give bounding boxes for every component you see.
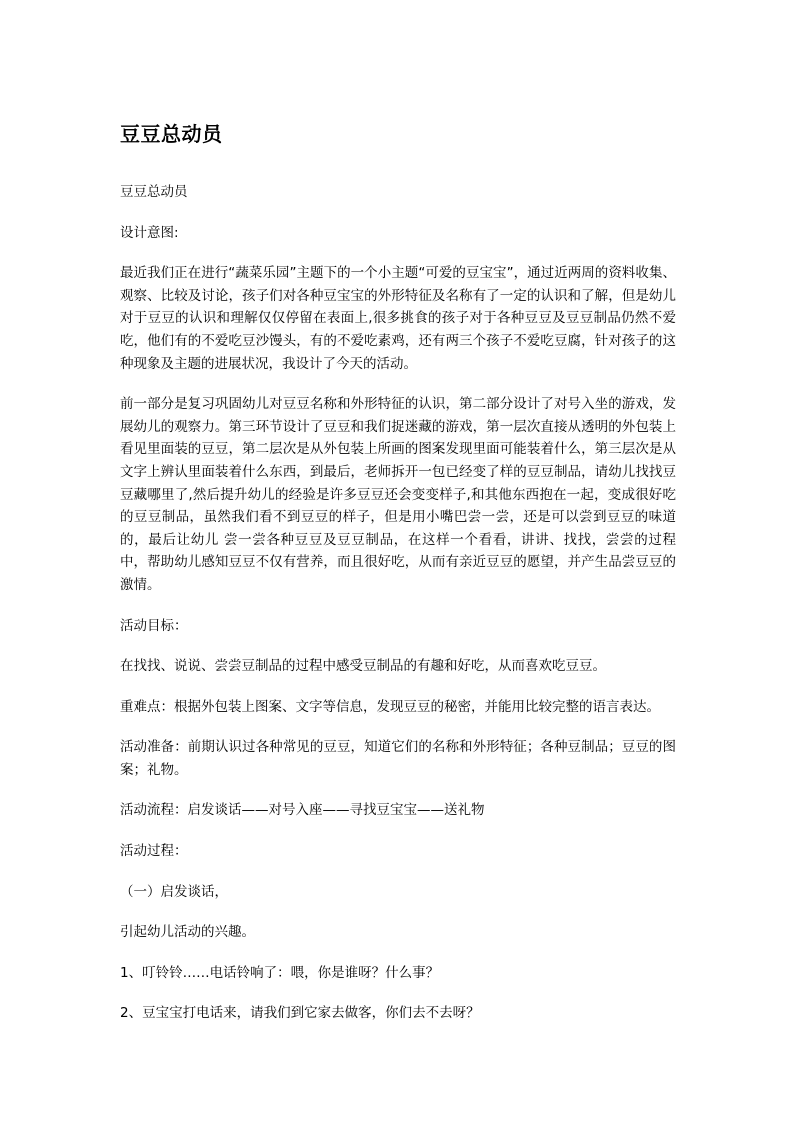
- design-intent-paragraph-2: 前一部分是复习巩固幼儿对豆豆名称和外形特征的认识，第二部分设计了对号入坐的游戏，发展幼儿的观察力。第三环节设计了豆豆和我们捉迷藏的游戏，第一层次直接从透明的外包装上看见里面装的豆豆，第二层次是从外包装上所画的图案发现里面可能装着什么，第三层次是从文字上辨认里面装着什么东西，到最后，老师拆开一包已经变了样的豆豆制品，请幼儿找找豆豆藏哪里了,然后提升幼儿的经验是许多豆豆还会变变样子,和其他东西抱在一起，变成很好吃的豆豆制品，虽然我们看不到豆豆的样子，但是用小嘴巴尝一尝，还是可以尝到豆豆的味道的，最后让幼儿 尝一尝各种豆豆及豆豆制品，在这样一个看看，讲讲、找找，尝尝的过程中，帮助幼儿感知豆豆不仅有营养，而且很好吃，从而有亲近豆豆的愿望，并产生品尝豆豆的激情。: [120, 396, 676, 593]
- step-one-item-1: 1、叮铃铃……电话铃响了：喂，你是谁呀？什么事？: [120, 964, 440, 981]
- document-title: 豆豆总动员: [120, 122, 223, 146]
- step-one-heading: （一）启发谈话，: [120, 883, 228, 900]
- activity-goal-heading: 活动目标：: [120, 617, 188, 634]
- activity-process-heading: 活动过程：: [120, 843, 188, 860]
- subtitle-paragraph: 豆豆总动员: [120, 184, 188, 200]
- design-intent-paragraph-1: 最近我们正在进行“蔬菜乐园”主题下的一个小主题“可爱的豆宝宝”，通过近两周的资料收集、观察、比较及讨论，孩子们对各种豆宝宝的外形特征及名称有了一定的认识和了解，但是幼儿对于豆豆的认识和理解仅仅停留在表面上,很多挑食的孩子对于各种豆豆及豆豆制品仍然不爱吃，他们有的不爱吃豆沙馒头，有的不爱吃素鸡，还有两三个孩子不爱吃豆腐，针对孩子的这种现象及主题的进展状况，我设计了今天的活动。: [120, 265, 676, 372]
- design-intent-heading: 设计意图:: [120, 224, 179, 241]
- key-difficulty-paragraph: 重难点：根据外包装上图案、文字等信息，发现豆豆的秘密，并能用比较完整的语言表达。: [120, 698, 660, 715]
- step-one-intro: 引起幼儿活动的兴趣。: [120, 924, 255, 941]
- activity-goal-paragraph: 在找找、说说、尝尝豆制品的过程中感受豆制品的有趣和好吃，从而喜欢吃豆豆。: [120, 658, 606, 675]
- document-body: [120, 118, 676, 1043]
- activity-flow-paragraph: 活动流程：启发谈话——对号入座——寻找豆宝宝——送礼物: [120, 802, 485, 819]
- step-one-item-2: 2、豆宝宝打电话来，请我们到它家去做客，你们去不去呀？: [120, 1005, 480, 1022]
- activity-preparation-paragraph: 活动准备：前期认识过各种常见的豆豆，知道它们的名称和外形特征；各种豆制品；豆豆的图案；礼物。: [120, 739, 676, 778]
